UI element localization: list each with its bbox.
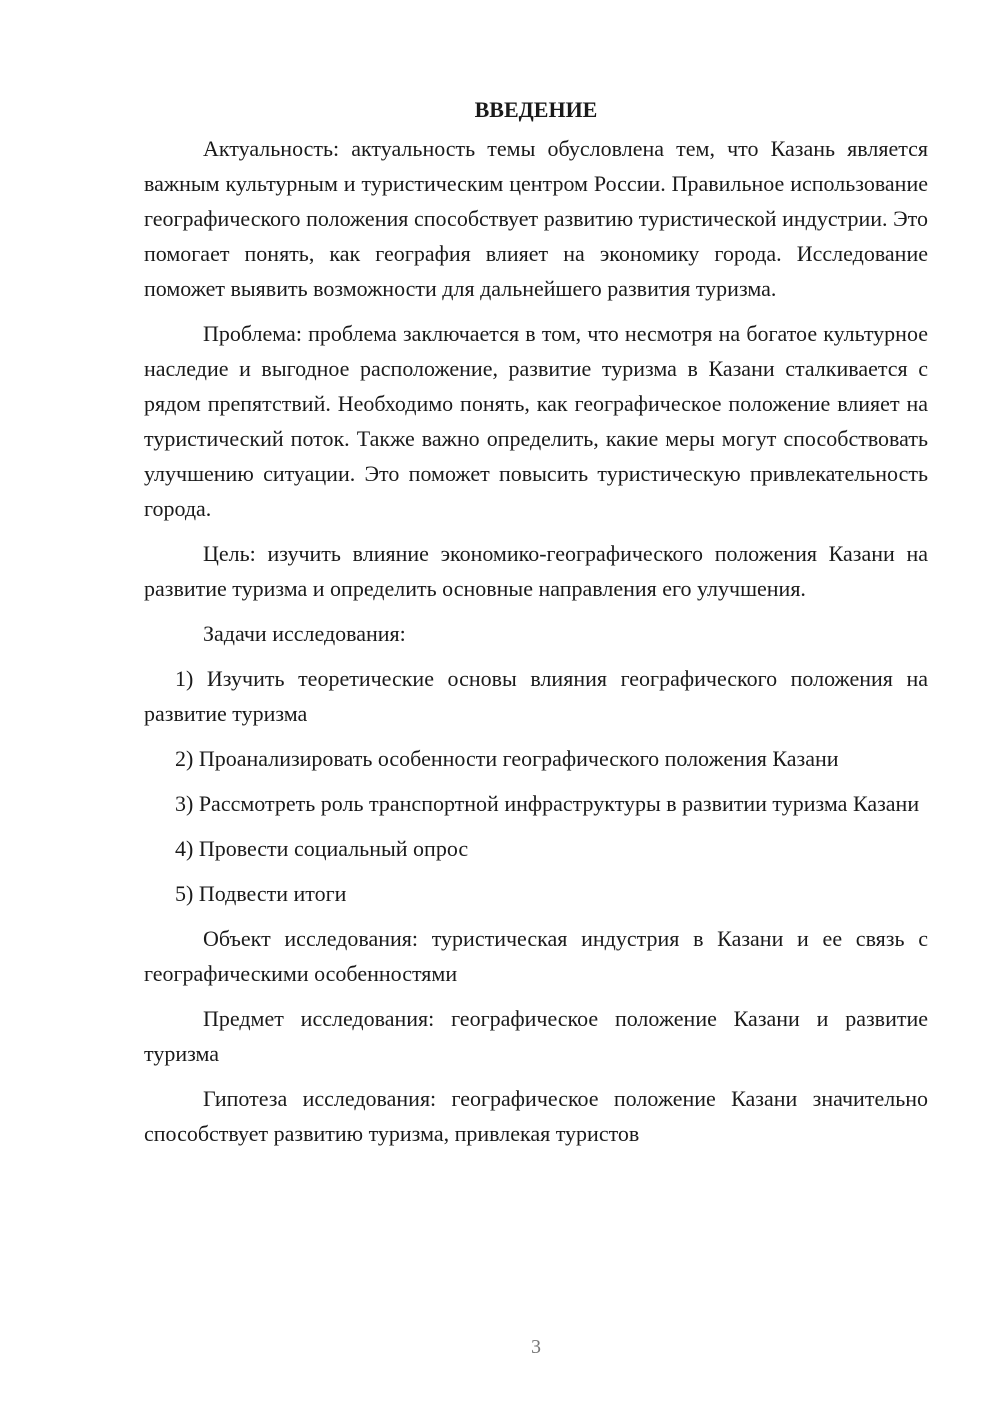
task-item-3: 3) Рассмотреть роль транспортной инфраструктуры в развитии туризма Казани xyxy=(175,791,920,816)
task-item-5: 5) Подвести итоги xyxy=(175,881,347,906)
document-page xyxy=(144,92,928,1161)
paragraph-problem: Проблема: проблема заключается в том, что несмотря на богатое культурное наследие и выгодное расположение, развитие туризма в Казани сталкивается с рядом препятствий. Необходимо понять, как географическое положение влияет на туристический поток. Также важно определить, какие меры могут способствовать улучшению ситуации. Это поможет повысить туристическую привлекательность города. xyxy=(144,321,928,521)
paragraph-relevance: Актуальность: актуальность темы обусловлена тем, что Казань является важным культурным и туристическим центром России. Правильное использование географического положения способствует развитию туристической индустрии. Это помогает понять, как география влияет на экономику города. Исследование поможет выявить возможности для дальнейшего развития туризма. xyxy=(144,136,928,301)
task-item-4: 4) Провести социальный опрос xyxy=(175,836,469,861)
paragraph-object: Объект исследования: туристическая индустрия в Казани и ее связь с географическими особенностями xyxy=(144,926,928,986)
paragraph-hypothesis: Гипотеза исследования: географическое положение Казани значительно способствует развитию туризма, привлекая туристов xyxy=(144,1086,928,1146)
paragraph-subject: Предмет исследования: географическое положение Казани и развитие туризма xyxy=(144,1006,928,1066)
paragraph-tasks-heading: Задачи исследования: xyxy=(203,621,406,646)
task-item-2: 2) Проанализировать особенности географического положения Казани xyxy=(175,746,839,771)
page-number: 3 xyxy=(531,1336,541,1358)
section-title: ВВЕДЕНИЕ xyxy=(474,97,598,122)
task-item-1: 1) Изучить теоретические основы влияния географического положения на развитие туризма xyxy=(144,666,928,726)
paragraph-goal: Цель: изучить влияние экономико-географического положения Казани на развитие туризма и определить основные направления его улучшения. xyxy=(144,541,928,601)
